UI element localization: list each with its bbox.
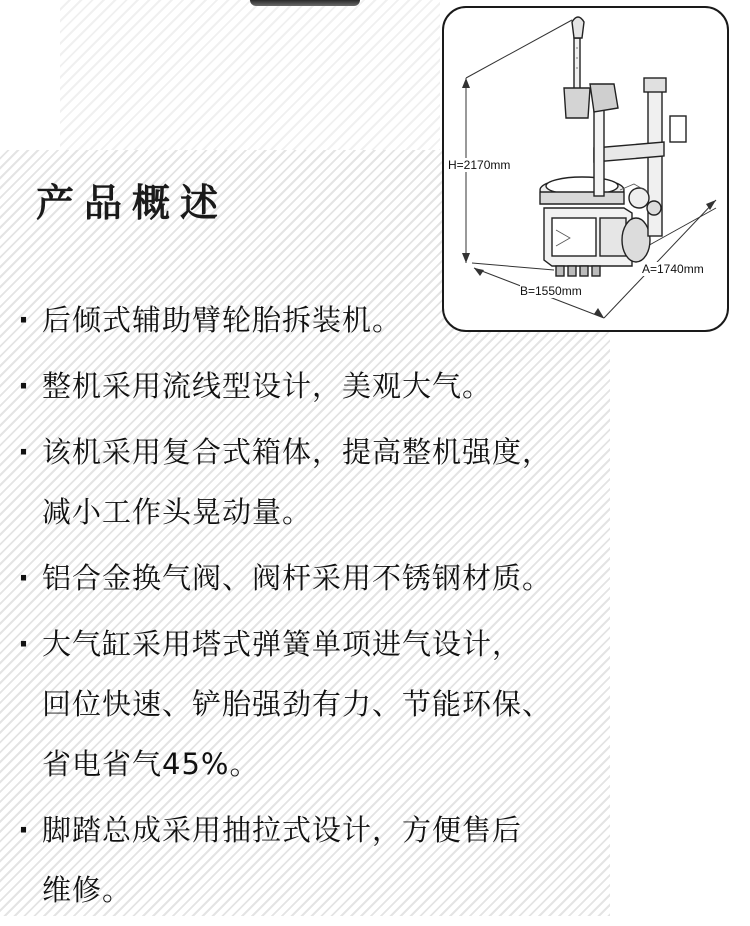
feature-item [14,422,614,542]
striped-background-top [60,0,440,150]
feature-item [14,614,614,794]
bullet-icon: · [17,303,31,337]
feature-text: 省电省气45%。 [42,747,260,781]
depth-dimension-label: A=1740mm [642,262,704,276]
feature-list [14,290,614,926]
decorative-shadow [250,0,360,6]
plain-background-right [610,330,750,916]
bullet-icon: · [17,369,31,403]
feature-text: 回位快速、铲胎强劲有力、节能环保、 [42,687,553,721]
bullet-icon: · [17,561,31,595]
feature-item [14,356,614,416]
feature-text: 脚踏总成采用抽拉式设计，方便售后 [42,813,523,847]
feature-text: 整机采用流线型设计，美观大气。 [42,369,493,403]
section-title: 产品概述 [36,181,229,225]
height-dimension-label: H=2170mm [448,158,511,172]
feature-text: 减小工作头晃动量。 [42,495,313,529]
feature-item [14,290,614,350]
feature-text: 大气缸采用塔式弹簧单项进气设计， [42,627,523,661]
feature-text: 该机采用复合式箱体，提高整机强度， [42,435,553,469]
feature-item [14,548,614,608]
feature-text: 铝合金换气阀、阀杆采用不锈钢材质。 [42,561,553,595]
bullet-icon: · [17,627,31,661]
feature-item [14,800,614,920]
machine-dimension-diagram [442,6,729,332]
feature-text: 后倾式辅助臂轮胎拆装机。 [42,303,403,337]
width-dimension-label: B=1550mm [520,284,582,298]
bullet-icon: · [17,813,31,847]
feature-text: 维修。 [42,873,133,907]
bullet-icon: · [17,435,31,469]
